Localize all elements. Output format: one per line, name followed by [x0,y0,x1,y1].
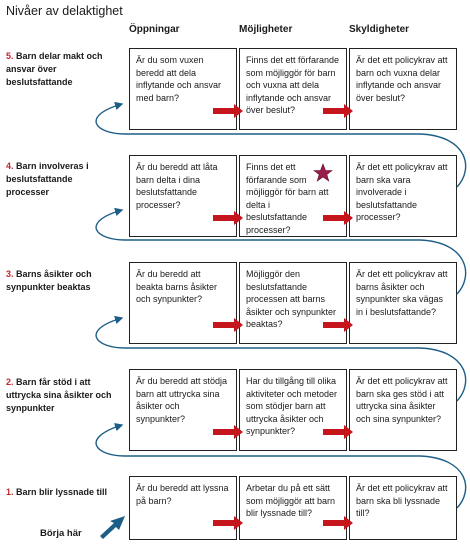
column-header-openings: Öppningar [129,24,180,35]
level-5-obligations-box: Är det ett policykrav att barn och vuxna delar inflytande och ansvar över beslut? [349,48,457,130]
level-5-openings-box: Är du som vuxen beredd att dela inflytande och ansvar med barn? [129,48,237,130]
level-1-label [6,486,114,499]
level-text: Barns åsikter och synpunkter beaktas [6,269,92,292]
level-5-opportunities-box: Finns det ett förfarande som möjliggör för barn och vuxna att dela inflytande och ansvar över beslut? [239,48,347,130]
level-text: Barn blir lyssnade till [16,487,108,497]
level-4-label [6,160,114,199]
level-2-obligations-box: Är det ett policykrav att barn ska ges stöd i att uttrycka sina åsikter och sina synpunkter? [349,369,457,451]
level-2-openings-box: Är du beredd att stödja barn att uttrycka sina åsikter och synpunkter? [129,369,237,451]
level-1-openings-box: Är du beredd att lyssna på barn? [129,476,237,540]
level-number: 2. [6,377,14,387]
level-number: 5. [6,51,14,61]
column-header-opportunities: Möjligheter [239,24,293,35]
level-5-label [6,50,114,89]
level-number: 3. [6,269,14,279]
level-3-obligations-box: Är det ett policykrav att barns åsikter och synpunkter ska vägas in i beslutsfattande? [349,262,457,344]
level-text: Barn delar makt och ansvar över beslutsfattande [6,51,103,87]
column-header-obligations: Skyldigheter [349,24,410,35]
level-text: Barn involveras i beslutsfattande processer [6,161,89,197]
diagram-title: Nivåer av delaktighet [6,4,123,18]
level-2-label [6,376,114,415]
start-here-label: Börja här [40,528,82,539]
level-3-openings-box: Är du beredd att beakta barns åsikter och synpunkter? [129,262,237,344]
level-2-opportunities-box: Har du tillgång till olika aktiviteter och metoder som stödjer barn att uttrycka åsikter och synpunkter? [239,369,347,451]
level-number: 4. [6,161,14,171]
level-3-label [6,268,114,294]
level-4-openings-box: Är du beredd att låta barn delta i dina beslutsfattande processer? [129,155,237,237]
level-4-obligations-box: Är det ett policykrav att barn ska vara involverade i beslutsfattande processer? [349,155,457,237]
level-4-opportunities-box: Finns det ett förfarande som möjliggör för barn att delta i beslutsfattande processer? [239,155,347,237]
start-arrow [100,516,125,539]
level-text: Barn får stöd i att uttrycka sina åsikter och synpunkter [6,377,112,413]
level-1-opportunities-box: Arbetar du på ett sätt som möjliggör att barn blir lyssnade till? [239,476,347,540]
level-number: 1. [6,487,14,497]
level-1-obligations-box: Är det ett policykrav att barn ska bli lyssnade till? [349,476,457,540]
level-3-opportunities-box: Möjliggör den beslutsfattande processen att barns åsikter och synpunkter beaktas? [239,262,347,344]
